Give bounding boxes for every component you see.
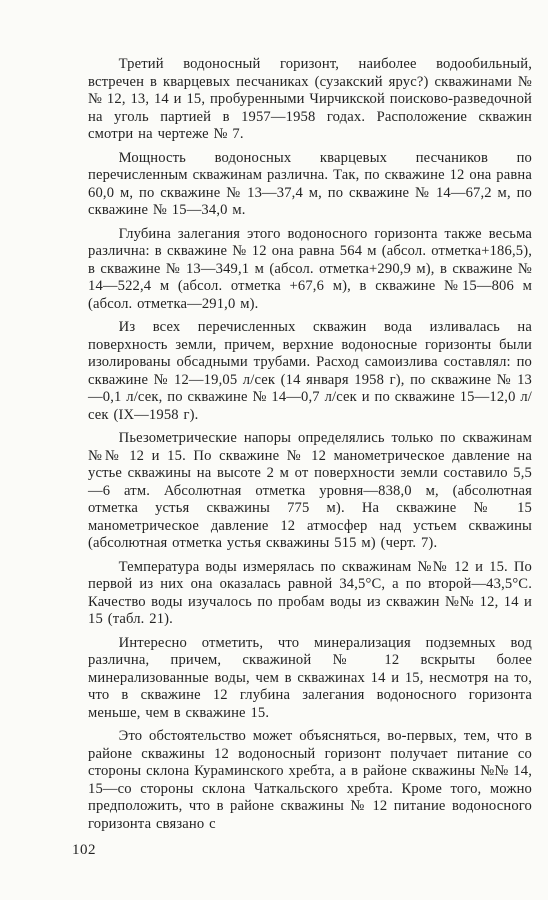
body-text bbox=[88, 56, 532, 839]
paragraph-third-aquifer: Третий водоносный горизонт, наиболее водообильный, встречен в кварцевых песчаниках (сузакский ярус?) скважинами №№ 12, 13, 14 и 15, пробуренными Чирчикской поисково-разведочной на уголь партией в 1957—1958 годах. Расположение скважин смотри на чертеже № 7. bbox=[88, 56, 532, 142]
paragraph-temperature: Температура воды измерялась по скважинам №№ 12 и 15. По первой из них она оказалась равной 34,5°С, а по второй—43,5°С. Качество воды изучалось по пробам воды из скважин №№ 12, 14 и 15 (табл. 21). bbox=[88, 558, 532, 627]
paragraph-depth: Глубина залегания этого водоносного горизонта также весьма различна: в скважине № 12 она равна 564 м (абсол. отметка+186,5), в скважине № 13—349,1 м (абсол. отметка+290,9 м), в скважине № 14—522,4 м (абсол. отметка +67,6 м), в скважине №15—806 м (абсол. отметка—291,0 м). bbox=[88, 225, 532, 312]
paragraph-thickness: Мощность водоносных кварцевых песчаников по перечисленным скважинам различна. Так, по скважине 12 она равна 60,0 м, по скважине № 13—37,4 м, по скважине № 14—67,2 м, по скважине № 15—34,0 м. bbox=[88, 149, 532, 218]
paragraph-mineralization: Интересно отметить, что минерализация подземных вод различна, причем, скважиной № 12 вскрыты более минерализованные воды, чем в скважинах 14 и 15, несмотря на то, что в скважине 12 глубина залегания водоносного горизонта меньше, чем в скважине 15. bbox=[88, 634, 532, 721]
page-number: 102 bbox=[72, 842, 96, 858]
paragraph-pressure: Пьезометрические напоры определялись только по скважинам №№ 12 и 15. По скважине № 12 манометрическое давление на устье скважины на высоте 2 м от поверхности земли составило 5,5—6 атм. Абсолютная отметка уровня—838,0 м, (абсолютная отметка устья скважины 775 м). На скважине № 15 манометрическое давление 12 атмосфер над устьем скважины (абсолютная отметка устья скважины 515 м) (черт. 7). bbox=[88, 430, 532, 551]
paragraph-discharge: Из всех перечисленных скважин вода изливалась на поверхность земли, причем, верхние водоносные горизонты были изолированы обсадными трубами. Расход самоизлива составлял: по скважине № 12—19,05 л/сек (14 января 1958 г), по скважине № 13—0,1 л/сек, по скважине № 14—0,7 л/сек и по скважине 15—12,0 л/сек (IX—1958 г). bbox=[88, 319, 532, 423]
paragraph-explanation: Это обстоятельство может объясняться, во-первых, тем, что в районе скважины 12 водоносный горизонт получает питание со стороны склона Кураминского хребта, а в районе скважины №№ 14, 15—со стороны склона Чаткальского хребта. Кроме того, можно предположить, что в районе скважины № 12 питание водоносного горизонта связано с bbox=[88, 728, 532, 832]
